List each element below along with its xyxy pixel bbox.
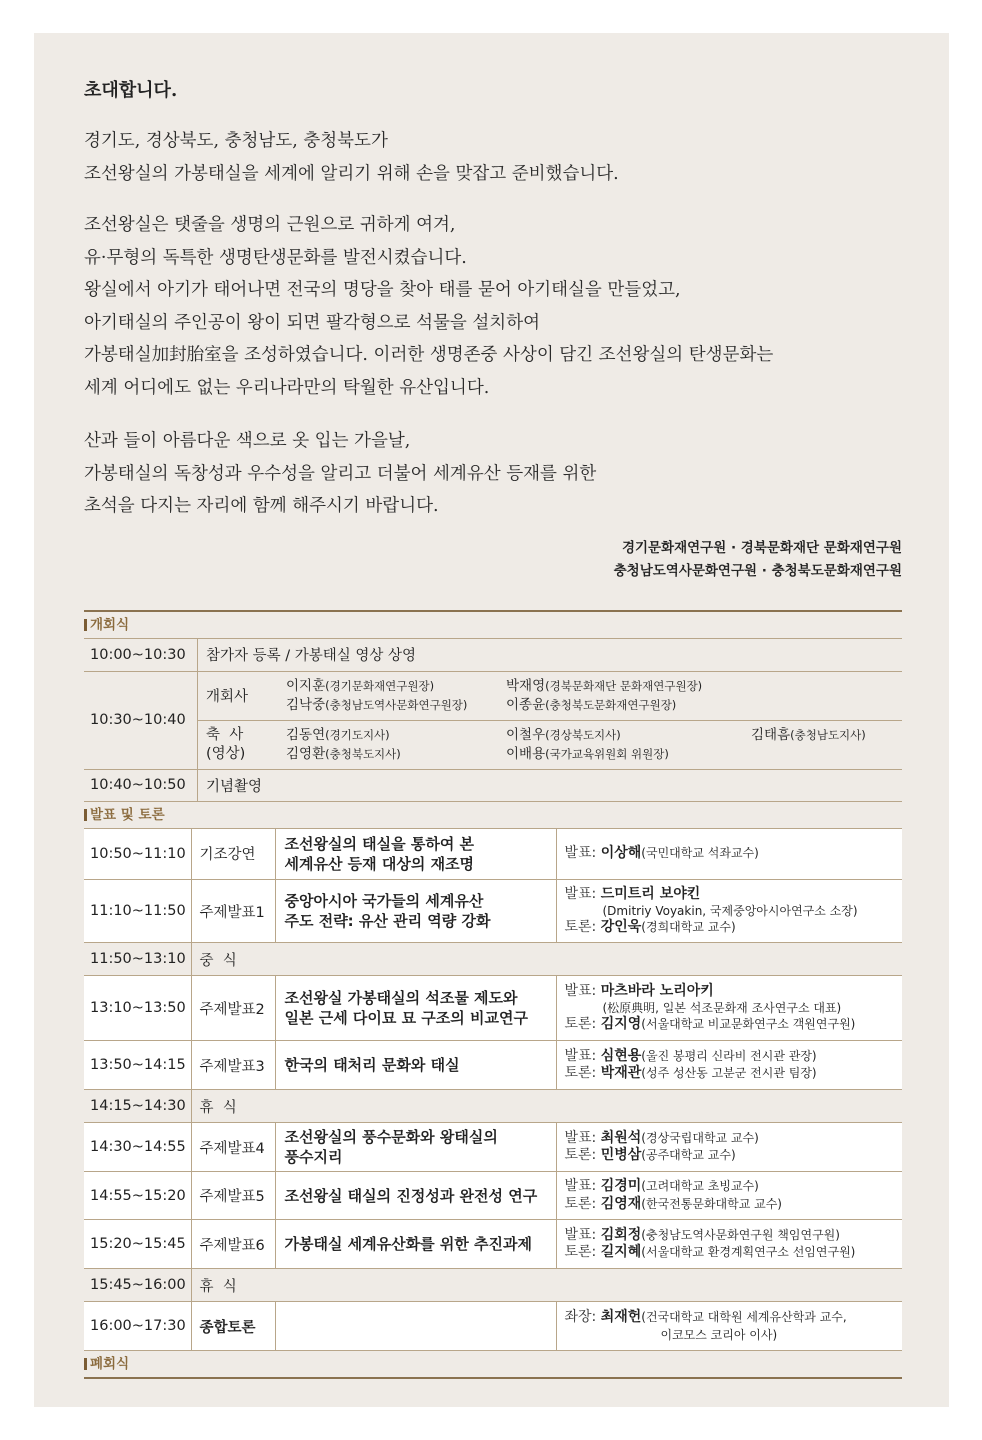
schedule [84,610,902,1379]
section-marker-icon [84,1358,87,1370]
time-cell: 10:50~11:10 [84,829,191,880]
break-row [84,1269,902,1302]
session-type: 기조강연 [191,829,275,880]
organizer-line: 충청남도역사문화연구원 · 충청북도문화재연구원 [613,563,902,579]
paragraph-1 [84,125,619,190]
event-cell: 참가자 등록 / 가봉태실 영상 상영 [198,639,903,671]
congrats-row: 축 사 (영상) 김동연(경기도지사) 이철우(경상북도지사) 김태흠(충청남도지사) 김영환(충청북도지사) 이배용(국가교육위원회 위원장) [198,721,902,769]
speaker-line: 발표: 이상해(국민대학교 석좌교수) [564,845,759,861]
speaker-note: (Dmitriy Voyakin, 국제중앙아시아연구소 소장) [602,904,858,918]
speaker-line: 발표: 김회정(충청남도역사문화연구원 책임연구원) [564,1226,840,1243]
session-title [275,1302,556,1351]
program-row [84,880,902,943]
program-row [84,1302,902,1351]
section-presentations: 발표 및 토론 [84,802,902,829]
speakers-cell [556,1302,902,1351]
event-cell: 기념촬영 [198,769,903,801]
speaker-line: 토론: 박재관(성주 성산동 고분군 전시관 팀장) [564,1065,817,1081]
paragraph-line: 가봉태실의 독창성과 우수성을 알리고 더불어 세계유산 등재를 위한 [84,463,597,484]
program-row [84,1172,902,1220]
time-cell: 10:40~10:50 [84,769,198,801]
session-title: 조선왕실 태실의 진정성과 완전성 연구 [275,1172,556,1220]
speakers-cell [556,1123,902,1172]
organizers [614,537,902,583]
time-cell: 14:55~15:20 [84,1172,191,1220]
session-type: 종합토론 [191,1302,275,1351]
speaker-note: 이코모스 코리아 이사) [660,1327,778,1342]
break-label: 중 식 [191,943,902,976]
table-row [84,769,902,801]
speaker-line: 토론: 강인욱(경희대학교 교수) [564,919,736,935]
section-marker-icon [84,809,87,821]
congrats-label: 축 사 (영상) [206,726,246,762]
speaker-line: 좌장: 최재헌(건국대학교 대학원 세계유산학과 교수, [564,1309,847,1326]
time-cell: 16:00~17:30 [84,1302,191,1351]
organizer-line: 경기문화재연구원 · 경북문화재단 문화재연구원 [621,540,902,556]
session-type: 주제발표5 [191,1172,275,1220]
session-type: 주제발표4 [191,1123,275,1172]
paragraph-line: 조선왕실의 가봉태실을 세계에 알리기 위해 손을 맞잡고 준비했습니다. [84,163,619,184]
paragraph-line: 경기도, 경상북도, 충청남도, 충청북도가 [84,131,388,151]
section-closing: 폐회식 [84,1351,902,1379]
paragraph-line: 조선왕실은 탯줄을 생명의 근원으로 귀하게 여겨, [84,215,456,235]
speaker-line: 토론: 민병삼(공주대학교 교수) [564,1147,736,1163]
break-label: 휴 식 [191,1269,902,1302]
section-marker-icon [84,619,87,631]
time-cell: 11:50~13:10 [84,943,191,976]
session-type: 주제발표1 [191,880,275,943]
speaker-line: 발표: 마츠바라 노리아키 [564,982,714,999]
time-cell: 11:10~11:50 [84,880,191,943]
greeting-row: 개회사 이지훈(경기문화재연구원장) 박재영(경북문화재단 문화재연구원장) 김낙중(충청남도역사문화연구원장) 이종윤(충청북도문화재연구원장) [198,672,902,721]
paragraph-line: 산과 들이 아름다운 색으로 옷 입는 가을날, [84,431,411,451]
session-title: 조선왕실의 태실을 통하여 본 세계유산 등재 대상의 재조명 [275,829,556,880]
session-title: 중앙아시아 국가들의 세계유산 주도 전략: 유산 관리 역량 강화 [275,880,556,943]
paragraph-3 [84,425,596,523]
paragraph-line: 초석을 다지는 자리에 함께 해주시기 바랍니다. [84,496,439,516]
speakers-cell [556,1041,902,1090]
session-type: 주제발표3 [191,1041,275,1090]
section-opening: 개회식 [84,612,902,639]
program-table [84,829,902,1352]
time-cell: 10:00~10:30 [84,639,198,671]
time-cell: 14:15~14:30 [84,1090,191,1123]
program-row [84,829,902,880]
speaker-line: 토론: 김영재(한국전통문화대학교 교수) [564,1195,782,1212]
session-type: 주제발표2 [191,976,275,1041]
greeting-label: 개회사 [206,689,249,705]
break-row [84,943,902,976]
time-cell: 13:50~14:15 [84,1041,191,1090]
table-row [84,639,902,671]
program-row [84,976,902,1041]
paragraph-2 [84,209,773,404]
speaker-line: 발표: 김경미(고려대학교 초빙교수) [564,1178,759,1194]
paragraph-line: 왕실에서 아기가 태어나면 전국의 명당을 찾아 태를 묻어 아기태실을 만들었고, [84,280,681,300]
program-row [84,1220,902,1269]
time-cell: 10:30~10:40 [84,671,198,769]
paragraph-line: 아기태실의 주인공이 왕이 되면 팔각형으로 석물을 설치하여 [84,312,540,333]
speaker-line: 토론: 김지영(서울대학교 비교문화연구소 객원연구원) [564,1016,856,1032]
speakers-cell [556,880,902,943]
speaker-line: 토론: 길지혜(서울대학교 환경계획연구소 선임연구원) [564,1244,856,1260]
session-type: 주제발표6 [191,1220,275,1269]
time-cell: 15:45~16:00 [84,1269,191,1302]
opening-table [84,639,902,802]
speaker-line: 발표: 최원석(경상국립대학교 교수) [564,1129,759,1146]
break-row [84,1090,902,1123]
paragraph-line: 세계 어디에도 없는 우리나라만의 탁월한 유산입니다. [84,377,490,398]
session-title: 가봉태실 세계유산화를 위한 추진과제 [275,1220,556,1269]
speakers-cell [556,976,902,1041]
time-cell: 14:30~14:55 [84,1123,191,1172]
time-cell: 13:10~13:50 [84,976,191,1041]
program-row [84,1041,902,1090]
time-cell: 15:20~15:45 [84,1220,191,1269]
session-title: 조선왕실 가봉태실의 석조물 제도와 일본 근세 다이묘 묘 구조의 비교연구 [275,976,556,1041]
table-row [84,671,902,769]
speaker-line: 발표: 드미트리 보야킨 [564,885,701,902]
session-title: 한국의 태처리 문화와 태실 [275,1041,556,1090]
break-label: 휴 식 [191,1090,902,1123]
speakers-cell [556,829,902,880]
speaker-note: (松原典明, 일본 석조문화재 조사연구소 대표) [602,1001,842,1015]
speakers-cell [556,1172,902,1220]
speaker-line: 발표: 심현용(울진 봉평리 신라비 전시관 관장) [564,1047,817,1064]
paragraph-line: 가봉태실加封胎室을 조성하였습니다. 이러한 생명존중 사상이 담긴 조선왕실의 탄생문화는 [84,345,774,365]
paragraph-line: 유·무형의 독특한 생명탄생문화를 발전시켰습니다. [84,247,467,268]
program-row [84,1123,902,1172]
invitation-heading: 초대합니다. [84,80,178,101]
session-title: 조선왕실의 풍수문화와 왕태실의 풍수지리 [275,1123,556,1172]
speakers-cell [556,1220,902,1269]
